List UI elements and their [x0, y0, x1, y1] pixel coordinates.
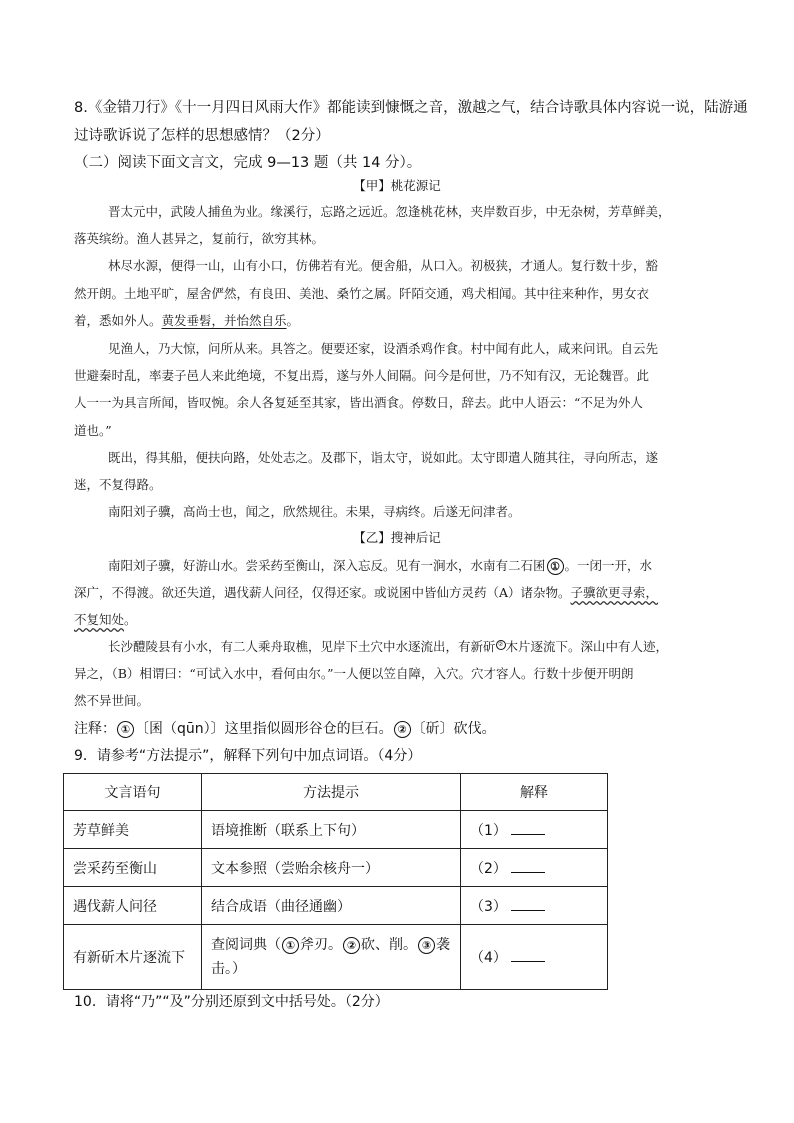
yi-line: 然不异世间。	[74, 693, 150, 708]
footnote-marker: ①	[117, 721, 134, 738]
numbered-marker: ②	[343, 937, 360, 954]
hint-text: 斧刃。	[300, 937, 342, 953]
table-header-cell: 解释	[461, 774, 608, 811]
jia-line: 人一一为具言所闻，皆叹惋。余人各复延至其家，皆出酒食。停数日，辞去。此中人语云：“不足为外人	[74, 395, 643, 410]
table-cell-sentence: 芳草鲜美	[64, 811, 202, 849]
jia-line-text: 着，悉如外人。	[74, 313, 162, 328]
table-cell-hint: 语境推断（联系上下句）	[202, 811, 461, 849]
jia-line: 迷，不复得路。	[74, 477, 162, 492]
footnote-marker: ②	[496, 640, 506, 650]
question-9-table	[63, 773, 608, 990]
jia-line: 落英缤纷。渔人甚异之，复前行，欲穷其林。	[74, 231, 325, 246]
jia-line	[74, 311, 299, 329]
table-cell-answer[interactable]	[461, 887, 608, 925]
table-cell-answer[interactable]	[461, 849, 608, 887]
yi-line-text: 。一闭一开，水	[564, 558, 653, 573]
answer-blank[interactable]	[511, 860, 545, 873]
question-9-title: 9．请参考“方法提示”，解释下列句中加点词语。（4分）	[74, 748, 422, 764]
underlined-sentence: 黄发垂髫，并怡然自乐	[161, 313, 287, 328]
yi-line-text: 长沙醴陵县有小水，有二人乘舟取樵，见岸下土穴中水逐流出，有新斫	[108, 639, 496, 654]
jia-line: 然开朗。土地平旷，屋舍俨然，有良田、美池、桑竹之属。阡陌交通，鸡犬相闻。其中往来种作，男女衣	[74, 286, 650, 301]
jia-line-text: 。	[286, 313, 300, 328]
jia-line: 晋太元中，武陵人捕鱼为业。缘溪行，忘路之远近。忽逢桃花林，夹岸数百步，中无杂树，芳草鲜美，	[108, 204, 671, 219]
table-cell-hint	[202, 925, 461, 990]
table-cell-answer[interactable]	[461, 811, 608, 849]
hint-text: 击。）	[211, 961, 246, 977]
table-header-cell: 文言语句	[64, 774, 202, 811]
jia-line: 既出，得其船，便扶向路，处处志之。及郡下，诣太守，说如此。太守即遣人随其往，寻向所志，遂	[108, 450, 659, 465]
footnote-text: 〔囷（qūn）〕这里指似圆形谷仓的巨石。	[135, 721, 393, 737]
answer-label: （3）	[470, 898, 507, 915]
numbered-marker: ①	[282, 937, 299, 954]
answer-label: （1）	[470, 822, 507, 839]
yi-line-text: 木片逐流下。深山中有人迹，	[505, 639, 669, 654]
table-header-row	[64, 774, 608, 811]
table-cell-hint: 结合成语（曲径通幽）	[202, 887, 461, 925]
passage-yi-title: 【乙】搜神后记	[353, 530, 441, 545]
yi-line-text: 。	[124, 612, 137, 627]
yi-line-text: 深广，不得渡。欲还失道，遇伐薪人问径，仅得还家。或说囷中皆仙方灵药（A）诸杂物。	[74, 585, 571, 600]
answer-label: （4）	[470, 950, 507, 966]
table-cell-answer[interactable]	[461, 925, 608, 990]
yi-line	[74, 610, 137, 628]
wavy-underlined-sentence: 不复知处	[74, 612, 125, 627]
table-row	[64, 925, 608, 990]
numbered-marker: ③	[418, 937, 435, 954]
jia-line: 道也。”	[74, 423, 112, 438]
table-row	[64, 887, 608, 925]
answer-label: （2）	[470, 860, 507, 877]
footnote-text: 〔斫〕砍伐。	[411, 721, 496, 737]
jia-line: 南阳刘子骥，高尚士也，闻之，欣然规往。未果，寻病终。后遂无问津者。	[108, 504, 521, 519]
table-row	[64, 849, 608, 887]
jia-line: 世避秦时乱，率妻子邑人来此绝境，不复出焉，遂与外人间隔。问今是何世，乃不知有汉，无论魏晋。此	[74, 368, 650, 383]
passage-jia-title: 【甲】桃花源记	[353, 178, 441, 193]
answer-blank[interactable]	[511, 822, 545, 835]
yi-line: 异之，（B）相谓曰：“可试入水中，看何由尔。”一人便以笠自障，入穴。穴才容人。行数十步便开明朗	[74, 666, 634, 681]
footnote-marker: ①	[547, 558, 564, 575]
footnote-marker: ②	[394, 721, 411, 738]
table-cell-sentence: 遇伐薪人问径	[64, 887, 202, 925]
yi-line	[74, 583, 658, 601]
table-header-cell: 方法提示	[202, 774, 461, 811]
answer-blank[interactable]	[511, 949, 545, 962]
section-2-instruction: （二）阅读下面文言文，完成 9—13 题（共 14 分）。	[74, 155, 422, 171]
hint-text: 查阅词典（	[211, 937, 281, 953]
hint-text: 砍、削。	[361, 937, 417, 953]
jia-line: 林尽水源，便得一山，山有小口，仿佛若有光。便舍船，从口入。初极狭，才通人。复行数十步，豁	[108, 258, 659, 273]
footnotes-label: 注释：	[74, 721, 116, 737]
question-10: 10．请将“乃”“及”分别还原到文中括号处。（2分）	[74, 994, 389, 1010]
table-cell-sentence: 尝采药至衡山	[64, 849, 202, 887]
table-cell-hint: 文本参照（尝贻余核舟一）	[202, 849, 461, 887]
yi-line	[108, 556, 652, 575]
jia-line: 见渔人，乃大惊，问所从来。具答之。便要还家，设酒杀鸡作食。村中闻有此人，咸来问讯。自云先	[108, 341, 659, 356]
question-8-line-1: 8.《金错刀行》《十一月四日风雨大作》都能读到慷慨之音，激越之气，结合诗歌具体内容说一说，陆游通	[74, 100, 748, 116]
hint-text: 袭	[436, 937, 450, 953]
footnotes	[74, 718, 496, 738]
yi-line-text: 南阳刘子骥，好游山水。尝采药至衡山，深入忘反。见有一涧水，水南有二石囷	[108, 558, 546, 573]
answer-blank[interactable]	[511, 898, 545, 911]
yi-line	[108, 637, 668, 655]
table-cell-sentence: 有新斫木片逐流下	[64, 925, 202, 990]
wavy-underlined-sentence: 子骥欲更寻索，	[570, 585, 659, 600]
table-row	[64, 811, 608, 849]
question-8-line-2: 过诗歌诉说了怎样的思想感情？（2分）	[74, 128, 330, 144]
